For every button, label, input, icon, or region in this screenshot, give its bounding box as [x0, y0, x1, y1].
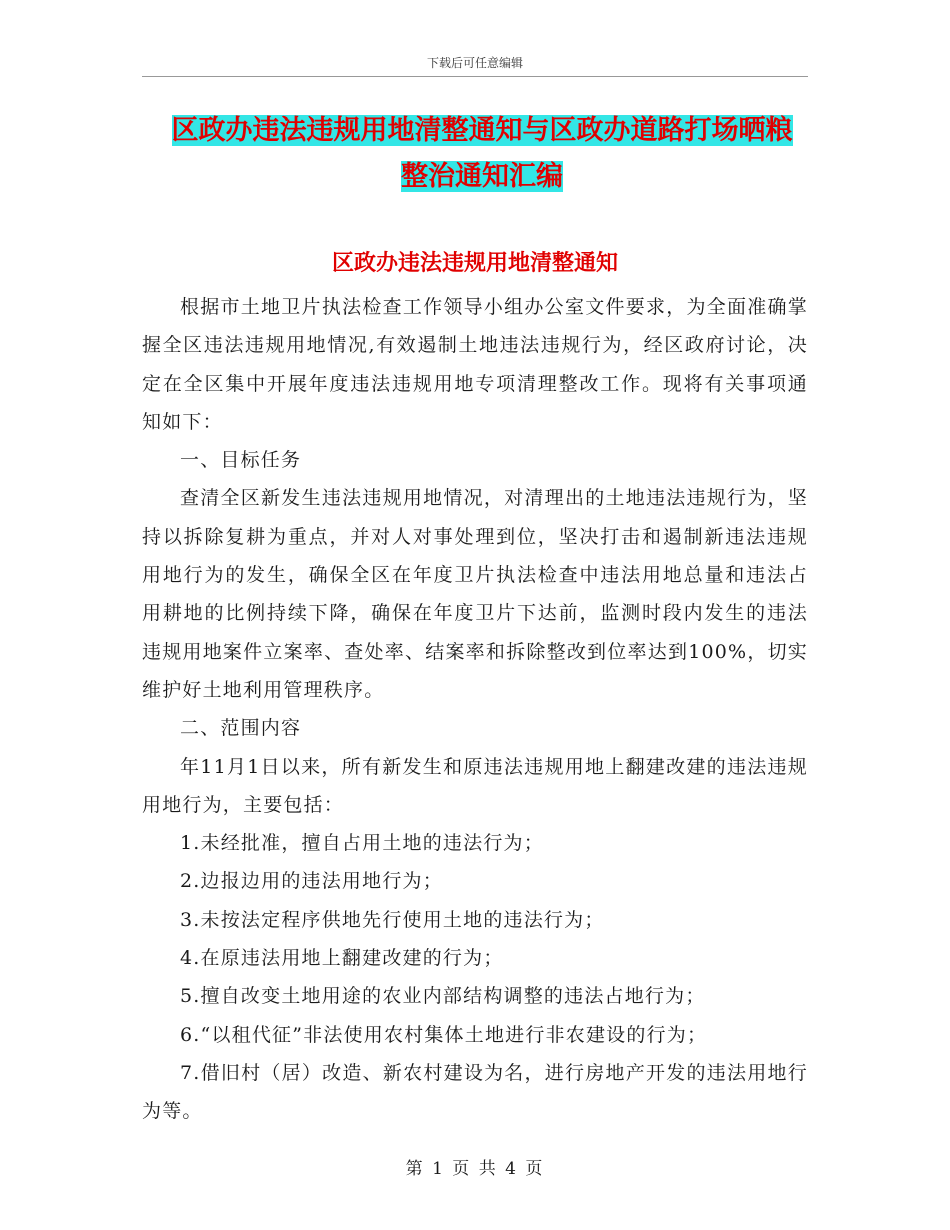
- header-note: 下载后可任意编辑: [426, 56, 523, 70]
- document-title-line-1: 区政办违法违规用地清整通知与区政办道路打场晒粮: [171, 115, 793, 146]
- list-item-2: 2.边报边用的违法用地行为；: [180, 870, 443, 893]
- document-title: [142, 108, 822, 200]
- document-title-line-2: 整治通知汇编: [401, 161, 563, 192]
- page-number: 第 1 页 共 4 页: [405, 1159, 545, 1179]
- heading-objectives: 一、目标任务: [180, 449, 302, 472]
- list-item-3: 3.未按法定程序供地先行使用土地的违法行为；: [180, 908, 605, 931]
- paragraph-intro: 根据市土地卫片执法检查工作领导小组办公室文件要求，为全面准确掌握全区违法违规用地情况,有效遏制土地违法违规行为，经区政府讨论，决定在全区集中开展年度违法违规用地专项清理整改工作。现将有关事项通知如下：: [142, 296, 808, 433]
- list-item-6: 6.“以租代征”非法使用农村集体土地进行非农建设的行为；: [180, 1023, 708, 1046]
- list-item-5: 5.擅自改变土地用途的农业内部结构调整的违法占地行为；: [180, 985, 706, 1008]
- heading-scope: 二、范围内容: [180, 717, 302, 740]
- header-divider: [142, 76, 808, 77]
- section-title: 区政办违法违规用地清整通知: [331, 250, 618, 276]
- list-item-7: 7.借旧村（居）改造、新农村建设为名，进行房地产开发的违法用地行为等。: [142, 1061, 808, 1123]
- list-item-4: 4.在原违法用地上翻建改建的行为；: [180, 947, 504, 970]
- document-body: [142, 288, 808, 1131]
- paragraph-scope: 年11月1日以来，所有新发生和原违法违规用地上翻建改建的违法违规用地行为，主要包括：: [142, 755, 808, 816]
- paragraph-objectives: 查清全区新发生违法违规用地情况，对清理出的土地违法违规行为，坚持以拆除复耕为重点，并对人对事处理到位，坚决打击和遏制新违法违规用地行为的发生，确保全区在年度卫片执法检查中违法用地总量和违法占用耕地的比例持续下降，确保在年度卫片下达前，监测时段内发生的违法违规用地案件立案率、查处率、结案率和拆除整改到位率达到100%，切实维护好土地利用管理秩序。: [142, 487, 808, 701]
- list-item-1: 1.未经批准，擅自占用土地的违法行为；: [180, 832, 544, 855]
